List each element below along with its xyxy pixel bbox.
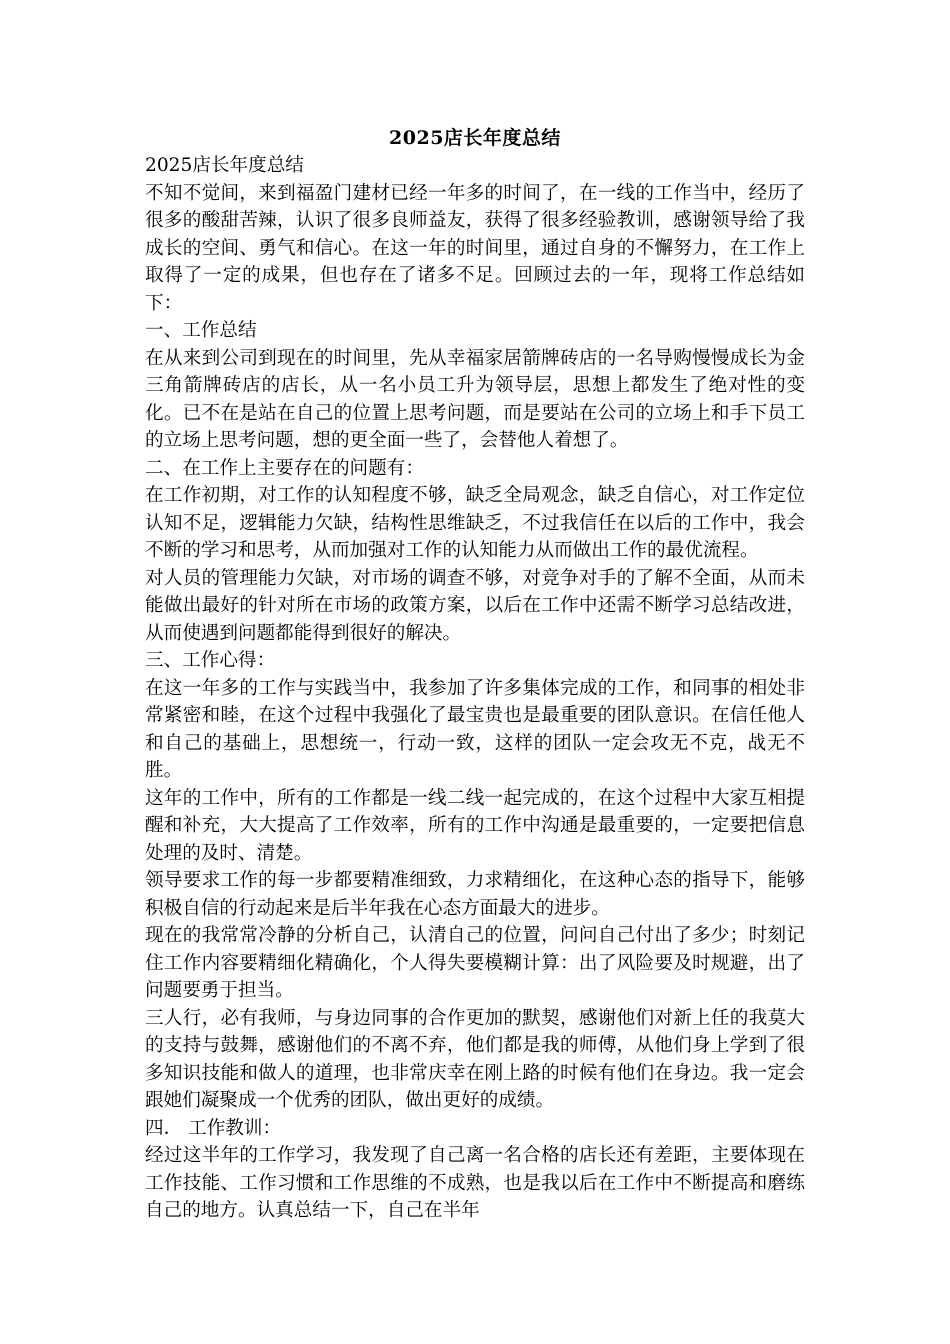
section-heading-2: 二、在工作上主要存在的问题有：	[145, 457, 424, 479]
section-3-paragraph-3: 领导要求工作的每一步都要精准细致，力求精细化，在这种心态的指导下，能够积极自信的行动起来是后半年我在心态方面最大的进步。	[145, 870, 805, 919]
section-3-paragraph-2: 这年的工作中，所有的工作都是一线二线一起完成的，在这个过程中大家互相提醒和补充，大大提高了工作效率，所有的工作中沟通是最重要的，一定要把信息处理的及时、清楚。	[145, 787, 805, 864]
document-title: 2025店长年度总结	[389, 127, 561, 149]
subtitle-line: 2025店长年度总结	[145, 155, 304, 176]
section-heading-1: 一、工作总结	[145, 320, 257, 341]
section-3-paragraph-5: 三人行，必有我师，与身边同事的合作更加的默契，感谢他们对新上任的我莫大的支持与鼓舞，感谢他们的不离不弃，他们都是我的师傅，从他们身上学到了很多知识技能和做人的道理，也非常庆幸在刚上路的时候有他们在身边。我一定会跟她们凝聚成一个优秀的团队，做出更好的成绩。	[145, 1007, 805, 1111]
section-3-paragraph-4: 现在的我常常冷静的分析自己，认清自己的位置，问问自己付出了多少；时刻记住工作内容要精细化精确化，个人得失要模糊计算：出了风险要及时规避，出了问题要勇于担当。	[145, 925, 805, 1001]
section-4-paragraph-1: 经过这半年的工作学习，我发现了自己离一名合格的店长还有差距，主要体现在工作技能、工作习惯和工作思维的不成熟，也是我以后在工作中不断提高和磨练自己的地方。认真总结一下，自己在半年	[145, 1145, 805, 1221]
document-body	[145, 152, 805, 1225]
section-2-paragraph-2: 对人员的管理能力欠缺，对市场的调查不够，对竞争对手的了解不全面，从而未能做出最好的针对所在市场的政策方案，以后在工作中还需不断学习总结改进，从而使遇到问题都能得到很好的解决。	[145, 567, 805, 644]
document-page	[145, 126, 805, 1225]
intro-paragraph: 不知不觉间，来到福盈门建材已经一年多的时间了，在一线的工作当中，经历了很多的酸甜苦辣，认识了很多良师益友，获得了很多经验教训，感谢领导给了我成长的空间、勇气和信心。在这一年的时间里，通过自身的不懈努力，在工作上取得了一定的成果，但也存在了诸多不足。回顾过去的一年，现将工作总结如下：	[145, 182, 805, 314]
section-heading-4: 四． 工作教训：	[145, 1117, 282, 1139]
section-3-paragraph-1: 在这一年多的工作与实践当中，我参加了许多集体完成的工作，和同事的相处非常紧密和睦，在这个过程中我强化了最宝贵也是最重要的团队意识。在信任他人和自己的基础上，思想统一，行动一致，这样的团队一定会攻无不克，战无不胜。	[145, 677, 805, 781]
section-2-paragraph-1: 在工作初期，对工作的认知程度不够，缺乏全局观念，缺乏自信心，对工作定位认知不足，逻辑能力欠缺，结构性思维缺乏，不过我信任在以后的工作中，我会不断的学习和思考，从而加强对工作的认知能力从而做出工作的最优流程。	[145, 485, 805, 561]
section-heading-3: 三、工作心得：	[145, 650, 276, 671]
section-1-paragraph: 在从来到公司到现在的时间里，先从幸福家居箭牌砖店的一名导购慢慢成长为金三角箭牌砖店的店长，从一名小员工升为领导层，思想上都发生了绝对性的变化。已不在是站在自己的位置上思考问题，而是要站在公司的立场上和手下员工的立场上思考问题，想的更全面一些了，会替他人着想了。	[145, 347, 805, 451]
